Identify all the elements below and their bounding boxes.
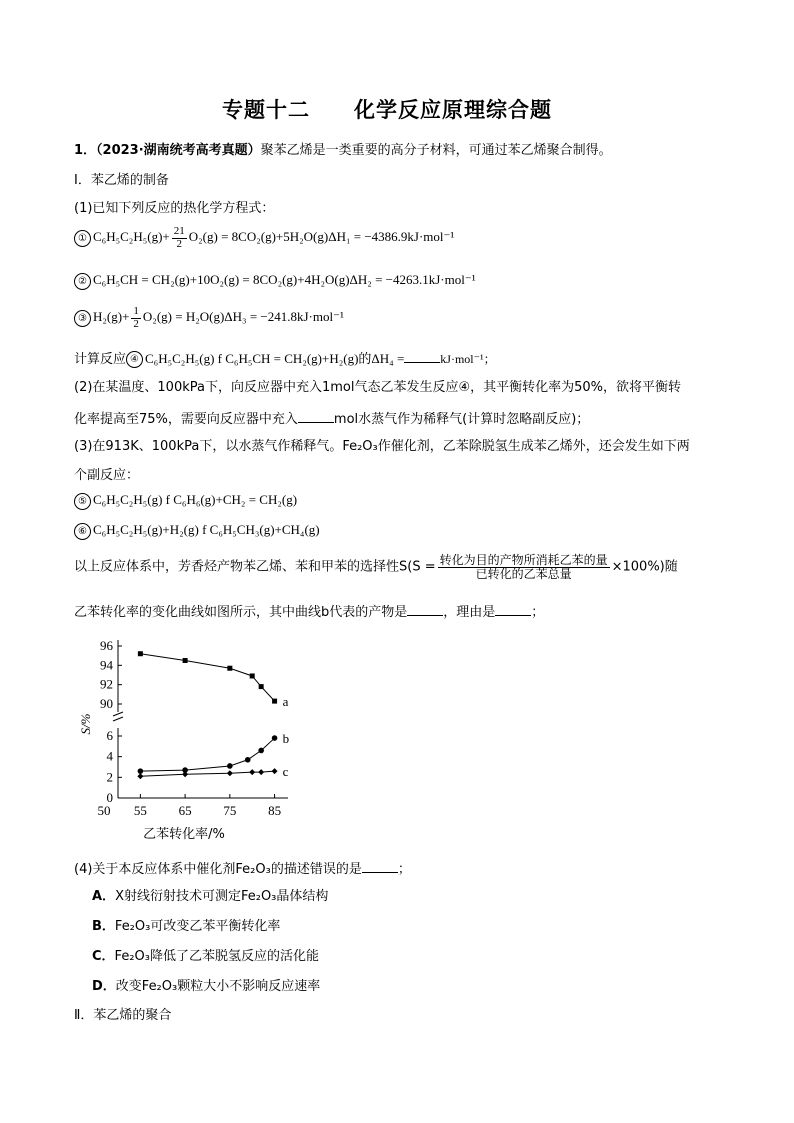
equation-6-text: C₆H₅C₂H₅(g)+H₂(g) f C₆H₅CH₃(g)+CH₄(g) <box>93 522 320 537</box>
part-3-line-2: 个副反应： <box>74 468 140 483</box>
equation-5-text: C₆H₅C₂H₅(g) f C₆H₆(g)+CH₂ = CH₂(g) <box>93 492 298 507</box>
answer-blank-steam[interactable] <box>298 410 334 423</box>
calc-label: ④ <box>126 351 143 368</box>
selectivity-chart <box>80 630 300 850</box>
equation-3-label: ③ <box>74 310 91 327</box>
y-tick-label-0: 0 <box>106 790 113 805</box>
option-d[interactable] <box>92 979 320 995</box>
part-2-line-2 <box>74 410 589 428</box>
calc-reaction-4 <box>74 350 496 368</box>
series-a-point-3 <box>250 673 255 678</box>
option-b[interactable] <box>92 919 280 935</box>
option-a-letter: A． <box>92 889 116 904</box>
equation-3-fraction <box>131 306 141 330</box>
y-tick-label-6: 6 <box>106 728 113 743</box>
selectivity-fraction-num: 转化为目的产物所消耗乙苯的量 <box>439 553 608 567</box>
series-c-point-5 <box>272 768 278 774</box>
series-c-point-1 <box>182 771 188 777</box>
section-1-heading: Ⅰ．苯乙烯的制备 <box>74 173 169 188</box>
answer-blank-dh4[interactable] <box>404 350 440 363</box>
y-tick-label-4: 4 <box>106 748 113 764</box>
y-tick-label-90: 90 <box>100 696 113 711</box>
curve-question-c: ； <box>531 605 545 620</box>
question-intro <box>74 143 612 159</box>
answer-blank-catalyst[interactable] <box>362 860 398 873</box>
y-tick-label-2: 2 <box>106 769 113 785</box>
equation-6-label: ⑥ <box>74 523 91 540</box>
option-d-text: 改变Fe₂O₃颗粒大小不影响反应速率 <box>115 979 321 994</box>
equation-3-fraction-num: 1 <box>133 305 139 317</box>
question-number: 1． <box>74 143 97 158</box>
x-tick-label-65: 65 <box>178 803 192 818</box>
series-b-point-4 <box>258 748 264 754</box>
equation-1 <box>74 226 454 250</box>
series-b-point-0 <box>138 768 144 774</box>
series-b-line <box>140 738 274 771</box>
series-b-point-5 <box>272 735 278 741</box>
equation-6 <box>74 522 320 540</box>
chart-series <box>137 651 289 779</box>
part-2-line-2b: mol水蒸气作为稀释气(计算时忽略副反应)； <box>333 412 590 427</box>
equation-5 <box>74 492 297 510</box>
x-tick-label-75: 75 <box>223 803 237 818</box>
option-c[interactable] <box>92 949 319 965</box>
curve-question <box>74 603 544 621</box>
equation-1-fraction <box>172 226 187 250</box>
series-a-point-2 <box>227 666 232 671</box>
part-1-prompt: (1)已知下列反应的热化学方程式： <box>74 201 275 216</box>
series-c-point-3 <box>249 769 255 775</box>
series-a-point-0 <box>138 651 143 656</box>
series-c-label: c <box>282 764 289 780</box>
option-c-letter: C． <box>92 949 115 964</box>
series-a-point-1 <box>183 658 188 663</box>
equation-1-fraction-num: 21 <box>173 225 185 237</box>
x-tick-label-55: 55 <box>133 803 147 818</box>
series-c-point-4 <box>258 769 264 775</box>
selectivity-definition <box>74 554 678 580</box>
y-tick-label-96: 96 <box>100 638 113 653</box>
equation-5-label: ⑤ <box>74 493 91 510</box>
series-b-point-3 <box>245 757 251 763</box>
equation-1-right: O₂(g) = 8CO₂(g)+5H₂O(g)ΔH₁ = −4386.9kJ·mol⁻¹ <box>188 229 455 245</box>
series-c-point-0 <box>137 773 143 779</box>
x-axis-label: 乙苯转化率/% <box>143 827 225 842</box>
equation-3 <box>74 306 344 330</box>
option-b-letter: B． <box>92 919 115 934</box>
selectivity-prefix: 以上反应体系中，芳香烃产物苯乙烯、苯和甲苯的选择性S(S = <box>74 559 436 575</box>
series-b-label: b <box>282 731 290 747</box>
series-b-point-2 <box>227 763 233 769</box>
answer-blank-reason[interactable] <box>495 603 531 616</box>
selectivity-suffix: ×100%)随 <box>611 559 678 575</box>
equation-3-left: H₂(g)+ <box>93 309 130 325</box>
series-a-label: a <box>282 694 289 710</box>
y-tick-label-92: 92 <box>100 676 113 692</box>
option-d-letter: D． <box>92 979 116 994</box>
calc-unit: kJ·mol⁻¹； <box>440 352 496 366</box>
option-c-text: Fe₂O₃降低了乙苯脱氢反应的活化能 <box>114 949 319 964</box>
question-intro-text: 聚苯乙烯是一类重要的高分子材料，可通过苯乙烯聚合制得。 <box>260 143 612 158</box>
calc-prefix: 计算反应 <box>74 352 127 367</box>
question-source: （2023·湖南统考高考真题） <box>96 143 261 158</box>
part-3-line-1: (3)在913K、100kPa下，以水蒸气作稀释气。Fe₂O₃作催化剂，乙苯除脱氢生成苯乙烯外，还会发生如下两 <box>74 439 690 454</box>
chart-axes <box>98 638 289 818</box>
section-2-heading: Ⅱ．苯乙烯的聚合 <box>74 1008 172 1023</box>
curve-question-b: ，理由是 <box>443 605 496 620</box>
equation-1-label: ① <box>74 230 91 247</box>
equation-2-label: ② <box>74 273 91 290</box>
equation-2 <box>74 272 476 290</box>
axis-break-mark <box>113 712 123 721</box>
y-tick-label-94: 94 <box>100 657 113 673</box>
equation-1-left: C₆H₅C₂H₅(g)+ <box>93 229 170 245</box>
series-a-point-4 <box>259 684 264 689</box>
y-axis-label: S/% <box>78 713 93 735</box>
part-4-prompt <box>74 860 411 878</box>
part-4-end: ； <box>397 862 411 877</box>
answer-blank-curve-b[interactable] <box>407 603 443 616</box>
equation-1-fraction-den: 2 <box>176 237 182 250</box>
part-4-prompt-text: (4)关于本反应体系中催化剂Fe₂O₃的描述错误的是 <box>74 862 362 877</box>
part-2-line-1: (2)在某温度、100kPa下，向反应器中充入1mol气态乙苯发生反应④，其平衡转化率为50%，欲将平衡转 <box>74 380 682 395</box>
page-title: 专题十二 化学反应原理综合题 <box>222 98 552 122</box>
calc-reaction: C₆H₅C₂H₅(g) f C₆H₅CH = CH₂(g)+H₂(g)的ΔH₄ = <box>145 351 405 366</box>
option-b-text: Fe₂O₃可改变乙苯平衡转化率 <box>114 919 281 934</box>
equation-3-right: O₂(g) = H₂O(g)ΔH₃ = −241.8kJ·mol⁻¹ <box>142 309 344 325</box>
curve-question-a: 乙苯转化率的变化曲线如图所示，其中曲线b代表的产物是 <box>74 605 408 620</box>
series-c-point-2 <box>227 770 233 776</box>
equation-3-fraction-den: 2 <box>133 317 139 330</box>
part-2-line-2a: 化率提高至75%，需要向反应器中充入 <box>74 412 298 427</box>
series-a-point-5 <box>272 699 277 704</box>
selectivity-fraction-den: 已转化的乙苯总量 <box>475 566 572 581</box>
option-a[interactable] <box>92 889 328 905</box>
x-tick-label-85: 85 <box>268 803 282 818</box>
option-a-text: X射线衍射技术可测定Fe₂O₃晶体结构 <box>115 889 329 904</box>
x-tick-label-50: 50 <box>97 803 111 818</box>
equation-2-text: C₆H₅CH = CH₂(g)+10O₂(g) = 8CO₂(g)+4H₂O(g)ΔH₂ = −4263.1kJ·mol⁻¹ <box>93 272 476 287</box>
selectivity-fraction <box>438 554 610 580</box>
